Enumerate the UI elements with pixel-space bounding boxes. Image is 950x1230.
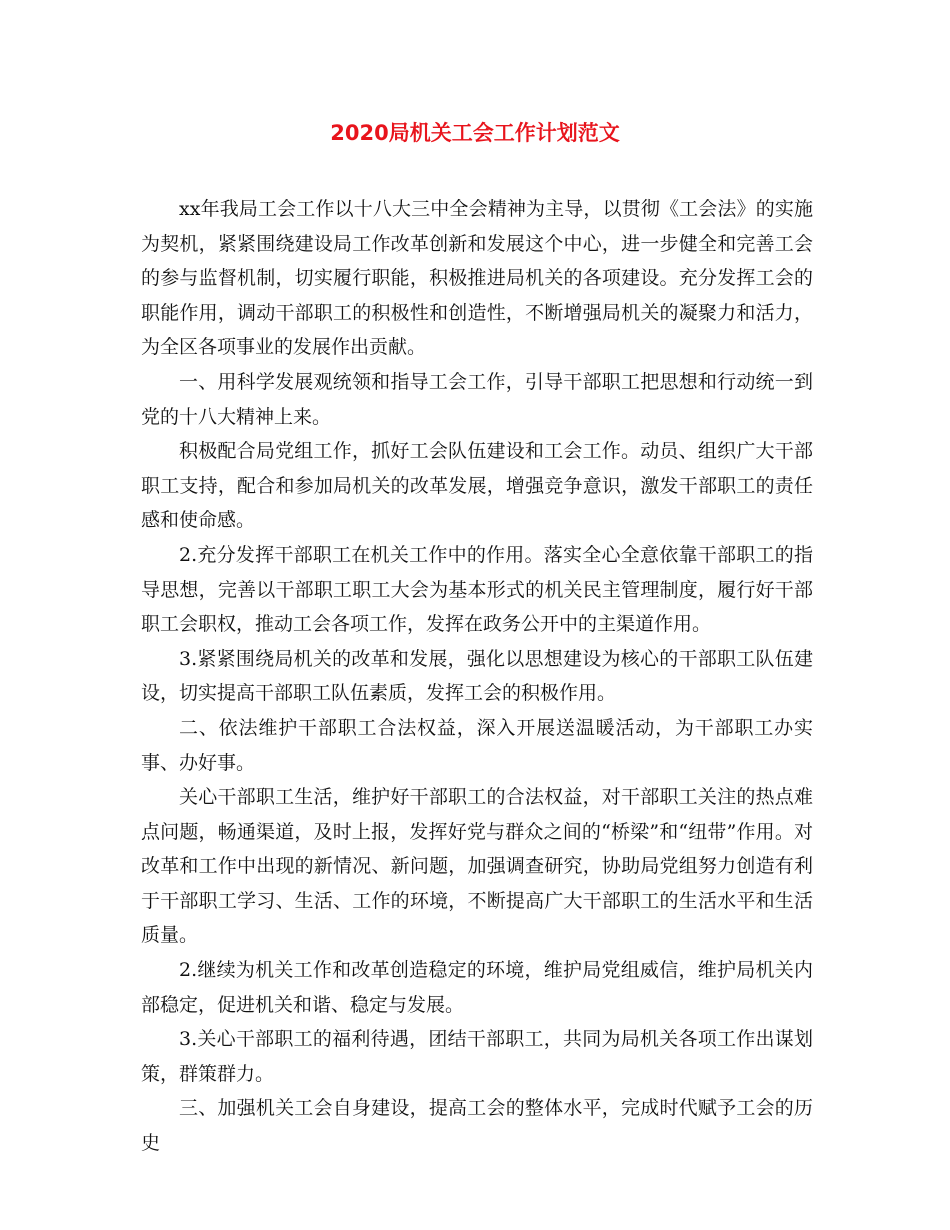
paragraph-section-1-item-1: 积极配合局党组工作，抓好工会队伍建设和工会工作。动员、组织广大干部职工支持，配合和参加局机关的改革发展，增强竞争意识，激发干部职工的责任感和使命感。 — [141, 440, 813, 532]
paragraph-section-1-heading: 一、用科学发展观统领和指导工会工作，引导干部职工把思想和行动统一到党的十八大精神上来。 — [141, 370, 813, 428]
paragraph-section-3-heading: 三、加强机关工会自身建设，提高工会的整体水平，完成时代赋予工会的历史 — [141, 1097, 813, 1155]
paragraph-section-1-item-3: 3.紧紧围绕局机关的改革和发展，强化以思想建设为核心的干部职工队伍建设，切实提高干部职工队伍素质，发挥工会的积极作用。 — [141, 647, 813, 705]
paragraph-section-2-heading: 二、依法维护干部职工合法权益，深入开展送温暖活动，为干部职工办实事、办好事。 — [141, 716, 813, 774]
paragraph-section-1-item-2: 2.充分发挥干部职工在机关工作中的作用。落实全心全意依靠干部职工的指导思想，完善以干部职工职工大会为基本形式的机关民主管理制度，履行好干部职工会职权，推动工会各项工作，发挥在政务公开中的主渠道作用。 — [141, 543, 813, 636]
paragraph-section-2-item-2: 2.继续为机关工作和改革创造稳定的环境，维护局党组威信，维护局机关内部稳定，促进机关和谐、稳定与发展。 — [141, 959, 813, 1016]
document-title: 2020局机关工会工作计划范文 — [330, 121, 620, 145]
paragraph-section-2-item-1: 关心干部职工生活，维护好干部职工的合法权益，对干部职工关注的热点难点问题，畅通渠道，及时上报，发挥好党与群众之间的“桥梁”和“纽带”作用。对改革和工作中出现的新情况、新问题，加强调查研究，协助局党组努力创造有利于干部职工学习、生活、工作的环境，不断提高广大干部职工的生活水平和生活质量。 — [141, 786, 813, 947]
paragraph-intro: xx年我局工会工作以十八大三中全会精神为主导，以贯彻《工会法》的实施为契机，紧紧围绕建设局工作改革创新和发展这个中心，进一步健全和完善工会的参与监督机制，切实履行职能，积极推进局机关的各项建设。充分发挥工会的职能作用，调动干部职工的积极性和创造性，不断增强局机关的凝聚力和活力，为全区各项事业的发展作出贡献。 — [141, 198, 813, 359]
paragraph-section-2-item-3: 3.关心干部职工的福利待遇，团结干部职工，共同为局机关各项工作出谋划策，群策群力。 — [141, 1028, 813, 1085]
document-body — [141, 192, 813, 1161]
